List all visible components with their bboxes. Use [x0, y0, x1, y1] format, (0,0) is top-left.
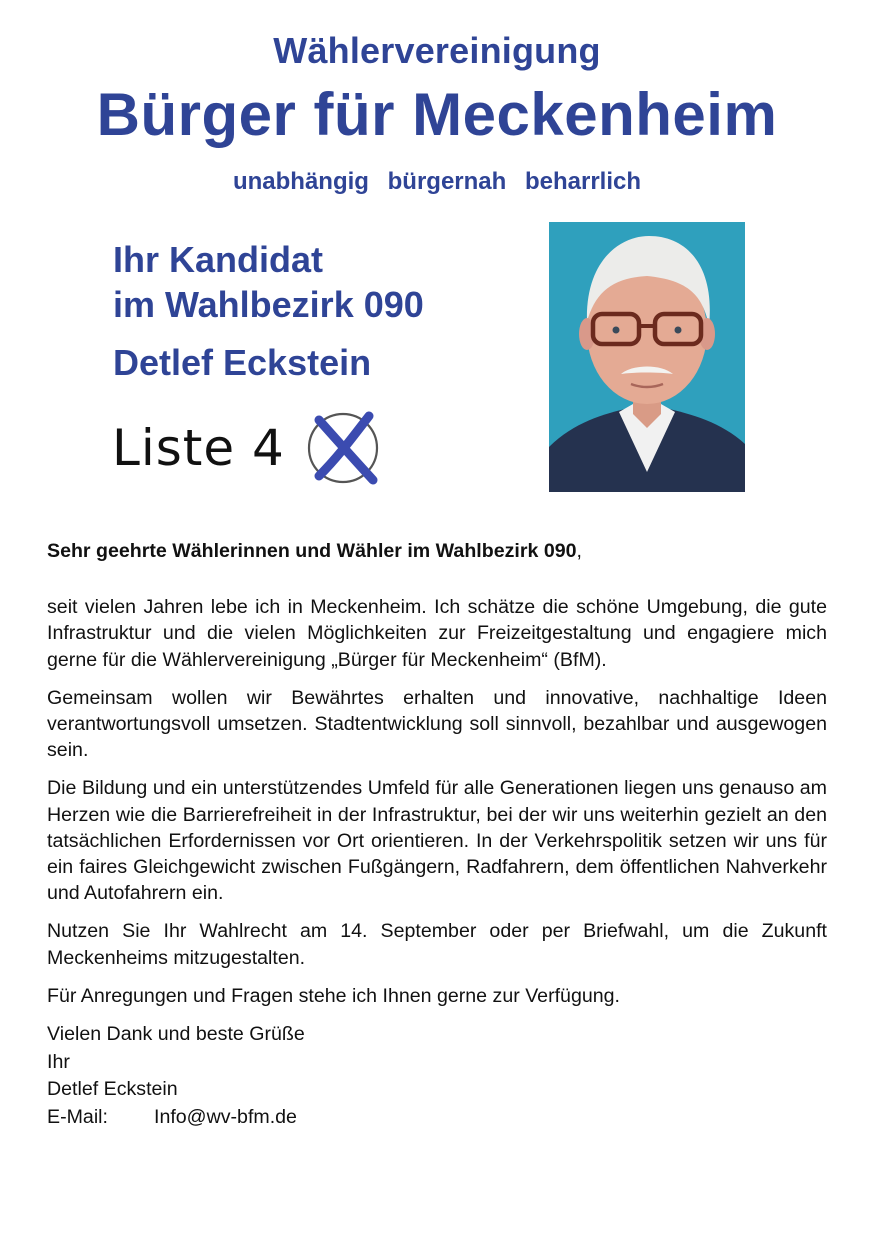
signature-name: Detlef Eckstein: [47, 1078, 178, 1101]
list-label: Liste 4: [112, 419, 285, 477]
ballot-cross-icon: [305, 410, 385, 486]
candidate-name: Detlef Eckstein: [113, 342, 372, 383]
email-line: [47, 1104, 827, 1132]
greeting-punctuation: ,: [576, 540, 582, 562]
tagline: unabhängig bürgernah beharrlich: [232, 168, 642, 195]
org-name: Bürger für Meckenheim: [96, 81, 778, 148]
ballot-list-badge: [112, 408, 385, 488]
candidate-heading-line2: im Wahlbezirk 090: [113, 284, 424, 325]
letter-paragraph: seit vielen Jahren lebe ich in Meckenheim. Ich schätze die schöne Umgebung, die gute Infrastruktur und die vielen Möglichkeiten zur Freizeitgestaltung und engagiere mich gerne für die Wählervereinigung „Bürger für Meckenheim“ (BfM).: [47, 596, 827, 671]
closing-line: Vielen Dank und beste Grüße: [47, 1023, 305, 1046]
letter-paragraph: Gemeinsam wollen wir Bewährtes erhalten und innovative, nachhaltige Ideen verantwortungsvoll umsetzen. Stadtentwicklung soll sinnvoll, bezahlbar und ausgewogen sein.: [47, 686, 827, 762]
email-label: E-Mail:: [47, 1105, 108, 1128]
letter-body: [47, 538, 827, 1131]
letter-paragraph: Für Anregungen und Fragen stehe ich Ihnen gerne zur Verfügung.: [47, 984, 620, 1007]
greeting: [47, 538, 827, 564]
candidate-heading-line1: Ihr Kandidat: [113, 239, 324, 280]
candidate-portrait: [549, 222, 745, 492]
letter-paragraph: Die Bildung und ein unterstützendes Umfeld für alle Generationen liegen uns genauso am Herzen wie die Barrierefreiheit in der Infrastruktur, bei der wir uns weiterhin gezielt an den tatsächlichen Erfordernissen vor Ort orientieren. In der Verkehrspolitik setzen wir uns für ein faires Gleichgewicht zwischen Fußgängern, Radfahrern, dem öffentlichen Nahverkehr und Autofahrern ein.: [47, 777, 827, 905]
greeting-text: Sehr geehrte Wählerinnen und Wähler im Wahlbezirk 090: [47, 540, 577, 562]
org-label: Wählervereinigung: [273, 30, 601, 71]
signature-block: [47, 1021, 827, 1131]
email-address[interactable]: Info@wv-bfm.de: [154, 1105, 297, 1128]
closing-ihr: Ihr: [47, 1050, 70, 1073]
letter-paragraph: Nutzen Sie Ihr Wahlrecht am 14. September oder per Briefwahl, um die Zukunft Meckenheims mitzugestalten.: [47, 920, 827, 969]
